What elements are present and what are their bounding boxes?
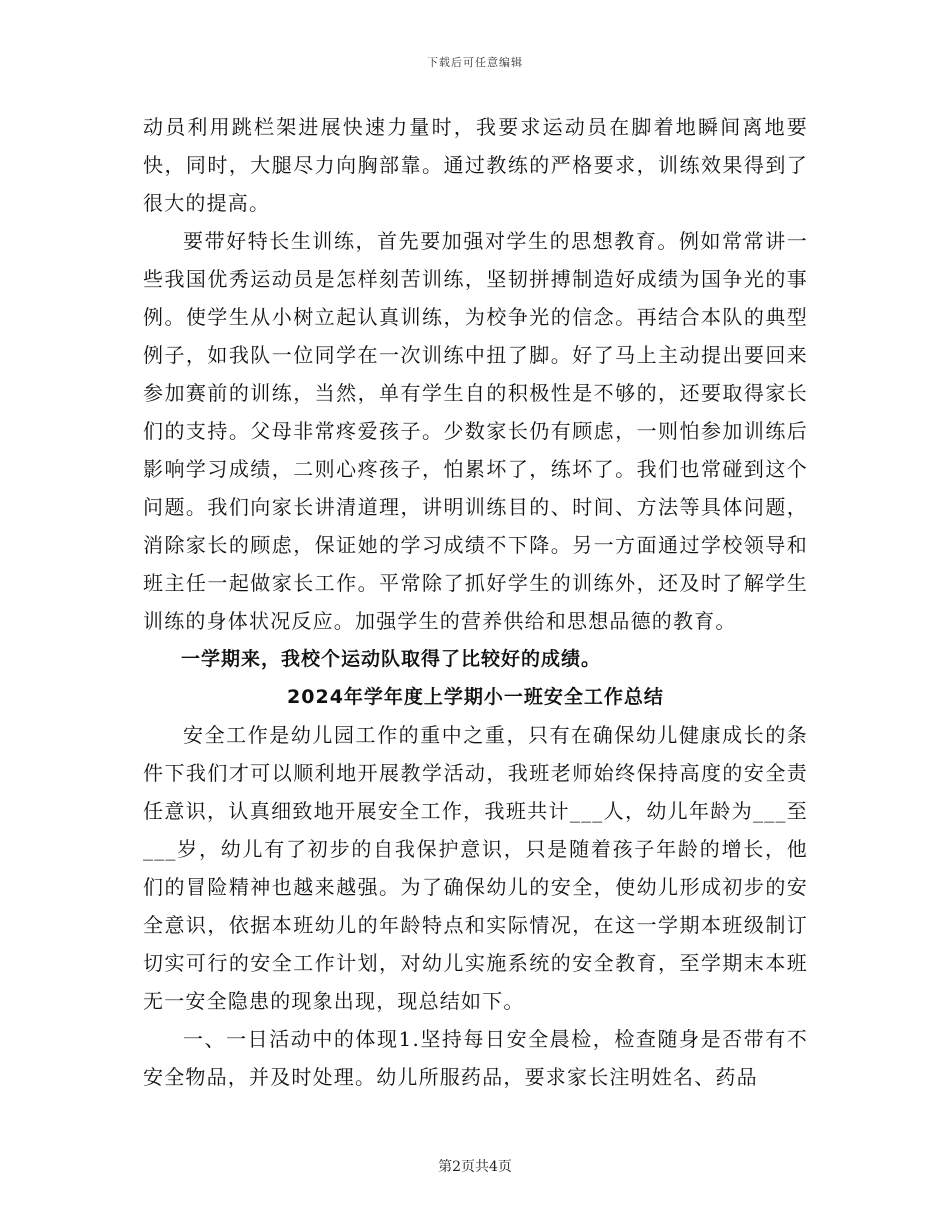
page-header-note: 下载后可任意编辑 (427, 56, 523, 69)
paragraph-student-education: 要带好特长生训练，首先要加强对学生的思想教育。例如常常讲一些我国优秀运动员是怎样刻苦训练，坚韧拼搏制造好成绩为国争光的事例。使学生从小树立起认真训练，为校争光的信念。再结合本队的典型例子，如我队一位同学在一次训练中扭了脚。好了马上主动提出要回来参加赛前的训练，当然，单有学生自的积极性是不够的，还要取得家长们的支持。父母非常疼爱孩子。少数家长仍有顾虑，一则怕参加训练后影响学习成绩，二则心疼孩子，怕累坏了，练坏了。我们也常碰到这个问题。我们向家长讲清道理，讲明训练目的、时间、方法等具体问题，消除家长的顾虑，保证她的学习成绩不下降。另一方面通过学校领导和班主任一起做家长工作。平常除了抓好学生的训练外，还及时了解学生训练的身体状况反应。加强学生的营养供给和思想品德的教育。 (143, 229, 808, 633)
document-body (143, 108, 808, 1096)
section-title: 2024年学年度上学期小一班安全工作总结 (287, 686, 664, 708)
paragraph-daily-activities: 一、一日活动中的体现1.坚持每日安全晨检，检查随身是否带有不安全物品，并及时处理。幼儿所服药品，要求家长注明姓名、药品 (143, 1027, 808, 1089)
page-number: 第2页共4页 (438, 1159, 512, 1175)
paragraph-semester-result: 一学期来，我校个运动队取得了比较好的成绩。 (181, 648, 602, 670)
paragraph-training-continuation: 动员利用跳栏架进展快速力量时，我要求运动员在脚着地瞬间离地要快，同时，大腿尽力向胸部靠。通过教练的严格要求，训练效果得到了很大的提高。 (143, 115, 808, 215)
paragraph-safety-intro: 安全工作是幼儿园工作的重中之重，只有在确保幼儿健康成长的条件下我们才可以顺利地开展教学活动，我班老师始终保持高度的安全责任意识，认真细致地开展安全工作，我班共计___人，幼儿年龄为___至___岁，幼儿有了初步的自我保护意识，只是随着孩子年龄的增长，他们的冒险精神也越来越强。为了确保幼儿的安全，使幼儿形成初步的安全意识，依据本班幼儿的年龄特点和实际情况，在这一学期本班级制订切实可行的安全工作计划，对幼儿实施系统的安全教育，至学期末本班无一安全隐患的现象出现，现总结如下。 (143, 723, 808, 1013)
